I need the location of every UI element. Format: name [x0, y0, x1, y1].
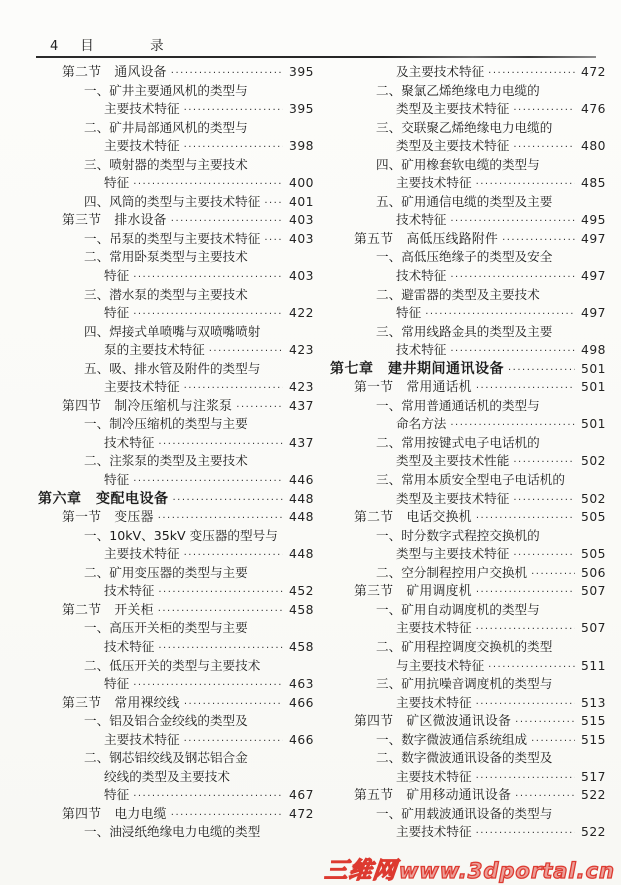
toc-entry-text: 二、矿用程控调度交换机的类型 — [376, 638, 553, 654]
toc-page-number: 497 — [581, 231, 606, 246]
toc-row — [330, 82, 606, 101]
toc-entry-text: 一、时分数字式程控交换机的 — [376, 527, 540, 543]
toc-row — [38, 768, 314, 787]
toc-entry-text: 二、矿用变压器的类型与主要 — [84, 564, 248, 580]
toc-page-number: 522 — [581, 788, 606, 803]
header-divider — [36, 56, 596, 58]
toc-row — [330, 749, 606, 768]
toc-page-number: 423 — [289, 343, 314, 358]
toc-row — [38, 323, 314, 342]
toc-page-number: 497 — [581, 306, 606, 321]
toc-entry-text: 类型及主要技术性能 — [396, 453, 510, 469]
toc-row — [38, 675, 314, 694]
toc-row — [330, 323, 606, 342]
toc-entry-text: 绞线的类型及主要技术 — [104, 768, 230, 784]
toc-entry-text: 主要技术特征 — [104, 138, 180, 154]
toc-entry-text: 类型及主要技术特征 — [396, 490, 510, 506]
toc-row — [330, 527, 606, 546]
toc-entry-text: 二、矿井局部通风机的类型与 — [84, 119, 248, 135]
toc-entry-text: 技术特征 — [396, 212, 447, 228]
toc-entry-text: 特征 — [104, 676, 130, 692]
toc-entry-text: 一、高低压绝缘子的类型及安全 — [376, 249, 553, 265]
toc-entry-text: 泵的主要技术特征 — [104, 342, 205, 358]
toc-page-number: 401 — [289, 194, 314, 209]
toc-entry-text: 主要技术特征 — [396, 620, 472, 636]
toc-page-number: 448 — [289, 491, 314, 506]
toc-page-number: 422 — [289, 306, 314, 321]
toc-entry-text: 第四节 矿区微波通讯设备 — [354, 714, 512, 730]
toc-entry-text: 主要技术特征 — [396, 694, 472, 710]
toc-entry-text: 三、潜水泵的类型与主要技术 — [84, 286, 248, 302]
toc-row — [330, 638, 606, 657]
dot-leader — [476, 825, 575, 844]
toc-row — [330, 823, 606, 842]
toc-entry-text: 特征 — [104, 268, 130, 284]
toc-entry-text: 二、低压开关的类型与主要技术 — [84, 657, 261, 673]
toc-page-number: 466 — [289, 732, 314, 747]
toc-row — [330, 415, 606, 434]
toc-page-number: 507 — [581, 584, 606, 599]
toc-page-number: 458 — [289, 639, 314, 654]
toc-entry-text: 主要技术特征 — [396, 824, 472, 840]
toc-page-number: 515 — [581, 732, 606, 747]
toc-row — [330, 601, 606, 620]
page-number: 4 — [50, 39, 59, 54]
toc-row — [330, 675, 606, 694]
toc-entry-text: 类型及主要技术特征 — [396, 101, 510, 117]
toc-row — [38, 508, 314, 527]
toc-page-number: 437 — [289, 398, 314, 413]
toc-entry-text: 第七章 建井期间通讯设备 — [330, 360, 504, 377]
toc-page-number: 501 — [581, 417, 606, 432]
toc-entry-text: 二、注浆泵的类型及主要技术 — [84, 453, 248, 469]
watermark — [325, 852, 615, 885]
toc-row — [330, 100, 606, 119]
page-header — [50, 34, 190, 54]
toc-entry-text: 四、焊接式单喷嘴与双喷嘴喷射 — [84, 323, 261, 339]
toc-entry-text: 第二节 开关柜 — [62, 602, 154, 618]
toc-row — [330, 564, 606, 583]
toc-page-number: 480 — [581, 139, 606, 154]
toc-row — [38, 137, 314, 156]
toc-entry-text: 二、常用按键式电子电话机的 — [376, 434, 540, 450]
toc-entry-text: 二、钢芯铝绞线及钢芯铝合金 — [84, 750, 248, 766]
toc-row — [38, 63, 314, 82]
toc-column-right — [330, 63, 606, 842]
toc-entry-text: 技术特征 — [396, 342, 447, 358]
toc-entry-text: 技术特征 — [396, 268, 447, 284]
toc-entry-text: 四、风筒的类型与主要技术特征 — [84, 193, 261, 209]
toc-entry-text: 主要技术特征 — [104, 546, 180, 562]
toc-row — [38, 823, 314, 842]
toc-entry-text: 主要技术特征 — [396, 175, 472, 191]
toc-row — [38, 452, 314, 471]
toc-entry-text: 第一节 变压器 — [62, 510, 154, 526]
toc-page-number: 446 — [289, 473, 314, 488]
toc-row — [38, 731, 314, 750]
toc-entry-text: 五、矿用通信电缆的类型及主要 — [376, 193, 553, 209]
toc-row — [330, 434, 606, 453]
toc-page-number: 467 — [289, 788, 314, 803]
toc-entry-text: 第三节 排水设备 — [62, 213, 167, 229]
toc-row — [38, 564, 314, 583]
toc-page-number: 517 — [581, 769, 606, 784]
toc-entry-text: 一、矿井主要通风机的类型与 — [84, 82, 248, 98]
toc-row — [38, 174, 314, 193]
toc-page-number: 505 — [581, 547, 606, 562]
toc-entry-text: 一、油浸纸绝缘电力电缆的类型 — [84, 824, 261, 840]
toc-page-number: 398 — [289, 139, 314, 154]
toc-row — [38, 490, 314, 509]
toc-entry-text: 五、吸、排水管及附件的类型与 — [84, 360, 261, 376]
toc-page-number: 511 — [581, 658, 606, 673]
toc-row — [38, 230, 314, 249]
toc-row — [330, 63, 606, 82]
toc-row — [38, 286, 314, 305]
toc-entry-text: 二、数字微波通讯设备的类型及 — [376, 750, 553, 766]
toc-row — [38, 415, 314, 434]
toc-entry-text: 技术特征 — [104, 638, 155, 654]
toc-row — [330, 768, 606, 787]
toc-row — [330, 230, 606, 249]
toc-entry-text: 二、空分制程控用户交换机 — [376, 564, 528, 580]
toc-page-number: 505 — [581, 510, 606, 525]
toc-row — [38, 749, 314, 768]
toc-row — [330, 360, 606, 379]
toc-entry-text: 二、常用卧泵类型与主要技术 — [84, 249, 248, 265]
toc-page-number: 400 — [289, 176, 314, 191]
toc-row — [330, 731, 606, 750]
toc-row — [38, 341, 314, 360]
toc-entry-text: 第五节 高低压线路附件 — [354, 231, 499, 247]
page-title: 目 录 — [80, 38, 190, 54]
toc-entry-text: 第一节 常用通话机 — [354, 380, 472, 396]
toc-entry-text: 特征 — [104, 305, 130, 321]
toc-page-number: 497 — [581, 269, 606, 284]
toc-row — [38, 786, 314, 805]
toc-page-number: 437 — [289, 435, 314, 450]
toc-row — [38, 156, 314, 175]
toc-entry-text: 特征 — [104, 787, 130, 803]
toc-row — [330, 267, 606, 286]
toc-page-number: 403 — [289, 269, 314, 284]
toc-page-number: 502 — [581, 454, 606, 469]
toc-row — [330, 341, 606, 360]
toc-row — [330, 712, 606, 731]
toc-row — [330, 805, 606, 824]
toc-page-number: 498 — [581, 343, 606, 358]
toc-entry-text: 第五节 矿用移动通讯设备 — [354, 788, 512, 804]
toc-page-number: 452 — [289, 584, 314, 599]
toc-row — [330, 286, 606, 305]
toc-page-number: 472 — [581, 65, 606, 79]
toc-entry-text: 三、常用线路金具的类型及主要 — [376, 323, 553, 339]
toc-page-number: 466 — [289, 695, 314, 710]
toc-row — [330, 193, 606, 212]
toc-entry-text: 命名方法 — [396, 416, 447, 432]
toc-entry-text: 类型与主要技术特征 — [396, 546, 510, 562]
toc-row — [38, 694, 314, 713]
toc-row — [38, 304, 314, 323]
toc-row — [38, 601, 314, 620]
toc-entry-text: 技术特征 — [104, 583, 155, 599]
toc-page-number: 395 — [289, 102, 314, 117]
toc-row — [330, 119, 606, 138]
toc-entry-text: 四、矿用橡套软电缆的类型与 — [376, 156, 540, 172]
toc-entry-text: 第二节 电话交换机 — [354, 510, 472, 526]
toc-row — [330, 211, 606, 230]
watermark-url: www.3dportal.cn — [398, 859, 615, 883]
toc-entry-text: 特征 — [104, 472, 130, 488]
toc-entry-text: 类型及主要技术特征 — [396, 138, 510, 154]
toc-row — [38, 193, 314, 212]
toc-row — [38, 248, 314, 267]
toc-entry-text: 二、聚氯乙烯绝缘电力电缆的 — [376, 82, 540, 98]
toc-entry-text: 第三节 常用裸绞线 — [62, 695, 180, 711]
toc-entry-text: 一、铝及铝合金绞线的类型及 — [84, 713, 248, 729]
toc-entry-text: 一、10kV、35kV 变压器的型号与 — [84, 527, 278, 543]
toc-row — [330, 248, 606, 267]
toc-row — [330, 619, 606, 638]
toc-page-number: 448 — [289, 547, 314, 562]
toc-entry-text: 一、吊泵的类型与主要技术特征 — [84, 230, 261, 246]
toc-row — [330, 471, 606, 490]
toc-page-number: 395 — [289, 65, 314, 79]
toc-page-number: 506 — [581, 565, 606, 580]
toc-page-number: 501 — [581, 380, 606, 395]
toc-row — [330, 694, 606, 713]
toc-entry-text: 特征 — [396, 305, 422, 321]
toc-row — [330, 397, 606, 416]
toc-page-number: 502 — [581, 491, 606, 506]
toc-entry-text: 技术特征 — [104, 434, 155, 450]
toc-row — [330, 508, 606, 527]
toc-page-number: 485 — [581, 176, 606, 191]
toc-entry-text: 主要技术特征 — [104, 379, 180, 395]
toc-page-number: 463 — [289, 677, 314, 692]
toc-row — [330, 156, 606, 175]
toc-row — [330, 657, 606, 676]
toc-row — [38, 397, 314, 416]
toc-row — [38, 267, 314, 286]
toc-entry-text: 特征 — [104, 175, 130, 191]
toc-entry-text: 主要技术特征 — [396, 768, 472, 784]
toc-row — [38, 471, 314, 490]
toc-page-number: 507 — [581, 621, 606, 636]
toc-page-number: 403 — [289, 231, 314, 246]
toc-page-number: 522 — [581, 825, 606, 840]
toc-page-number: 458 — [289, 602, 314, 617]
toc-page-number: 501 — [581, 361, 606, 376]
toc-entry-text: 三、喷射器的类型与主要技术 — [84, 156, 248, 172]
toc-entry-text: 主要技术特征 — [104, 101, 180, 117]
toc-row — [330, 174, 606, 193]
toc-page-number: 495 — [581, 213, 606, 228]
toc-row — [38, 619, 314, 638]
toc-row — [330, 582, 606, 601]
toc-entry-text: 一、高压开关柜的类型与主要 — [84, 620, 248, 636]
toc-row — [38, 805, 314, 824]
toc-page-number: 403 — [289, 213, 314, 228]
toc-entry-text: 三、交联聚乙烯绝缘电力电缆的 — [376, 119, 553, 135]
toc-page-number: 423 — [289, 380, 314, 395]
toc-entry-text: 第三节 矿用调度机 — [354, 584, 472, 600]
toc-entry-text: 与主要技术特征 — [396, 657, 485, 673]
toc-page-number: 513 — [581, 695, 606, 710]
toc-row — [38, 360, 314, 379]
toc-row — [38, 378, 314, 397]
toc-row — [330, 378, 606, 397]
toc-column-left — [38, 63, 314, 842]
toc-entry-text: 及主要技术特征 — [396, 64, 485, 79]
toc-row — [330, 452, 606, 471]
toc-row — [38, 434, 314, 453]
toc-row — [38, 638, 314, 657]
toc-columns — [38, 63, 606, 842]
toc-entry-text: 三、矿用抗噪音调度机的类型与 — [376, 676, 553, 692]
toc-page-number: 476 — [581, 102, 606, 117]
toc-entry-text: 一、数字微波通信系统组成 — [376, 731, 528, 747]
toc-entry-text: 三、常用本质安全型电子电话机的 — [376, 472, 565, 488]
toc-row — [38, 211, 314, 230]
toc-row — [38, 657, 314, 676]
toc-row — [38, 119, 314, 138]
toc-entry-text: 一、常用普通通话机的类型与 — [376, 397, 540, 413]
toc-row — [330, 490, 606, 509]
toc-row — [330, 304, 606, 323]
toc-page-number: 472 — [289, 806, 314, 821]
toc-entry-text: 一、矿用自动调度机的类型与 — [376, 601, 540, 617]
toc-row — [38, 527, 314, 546]
toc-entry-text: 二、避雷器的类型及主要技术 — [376, 286, 540, 302]
toc-page-number: 448 — [289, 510, 314, 525]
toc-entry-text: 一、制冷压缩机的类型与主要 — [84, 416, 248, 432]
toc-entry-text: 第六章 变配电设备 — [38, 490, 169, 507]
toc-row — [330, 545, 606, 564]
toc-entry-text: 第四节 制冷压缩机与注浆泵 — [62, 398, 233, 414]
toc-entry-text: 第二节 通风设备 — [62, 65, 167, 80]
toc-row — [38, 100, 314, 119]
toc-entry-text: 主要技术特征 — [104, 731, 180, 747]
toc-entry-text: 一、矿用载波通讯设备的类型与 — [376, 805, 553, 821]
watermark-site-name: 三维网 — [323, 858, 399, 884]
toc-row — [38, 82, 314, 101]
toc-row — [330, 137, 606, 156]
toc-row — [38, 545, 314, 564]
toc-page-number: 515 — [581, 714, 606, 729]
toc-row — [38, 712, 314, 731]
toc-row — [38, 582, 314, 601]
toc-entry-text: 第四节 电力电缆 — [62, 806, 167, 822]
toc-row — [330, 786, 606, 805]
